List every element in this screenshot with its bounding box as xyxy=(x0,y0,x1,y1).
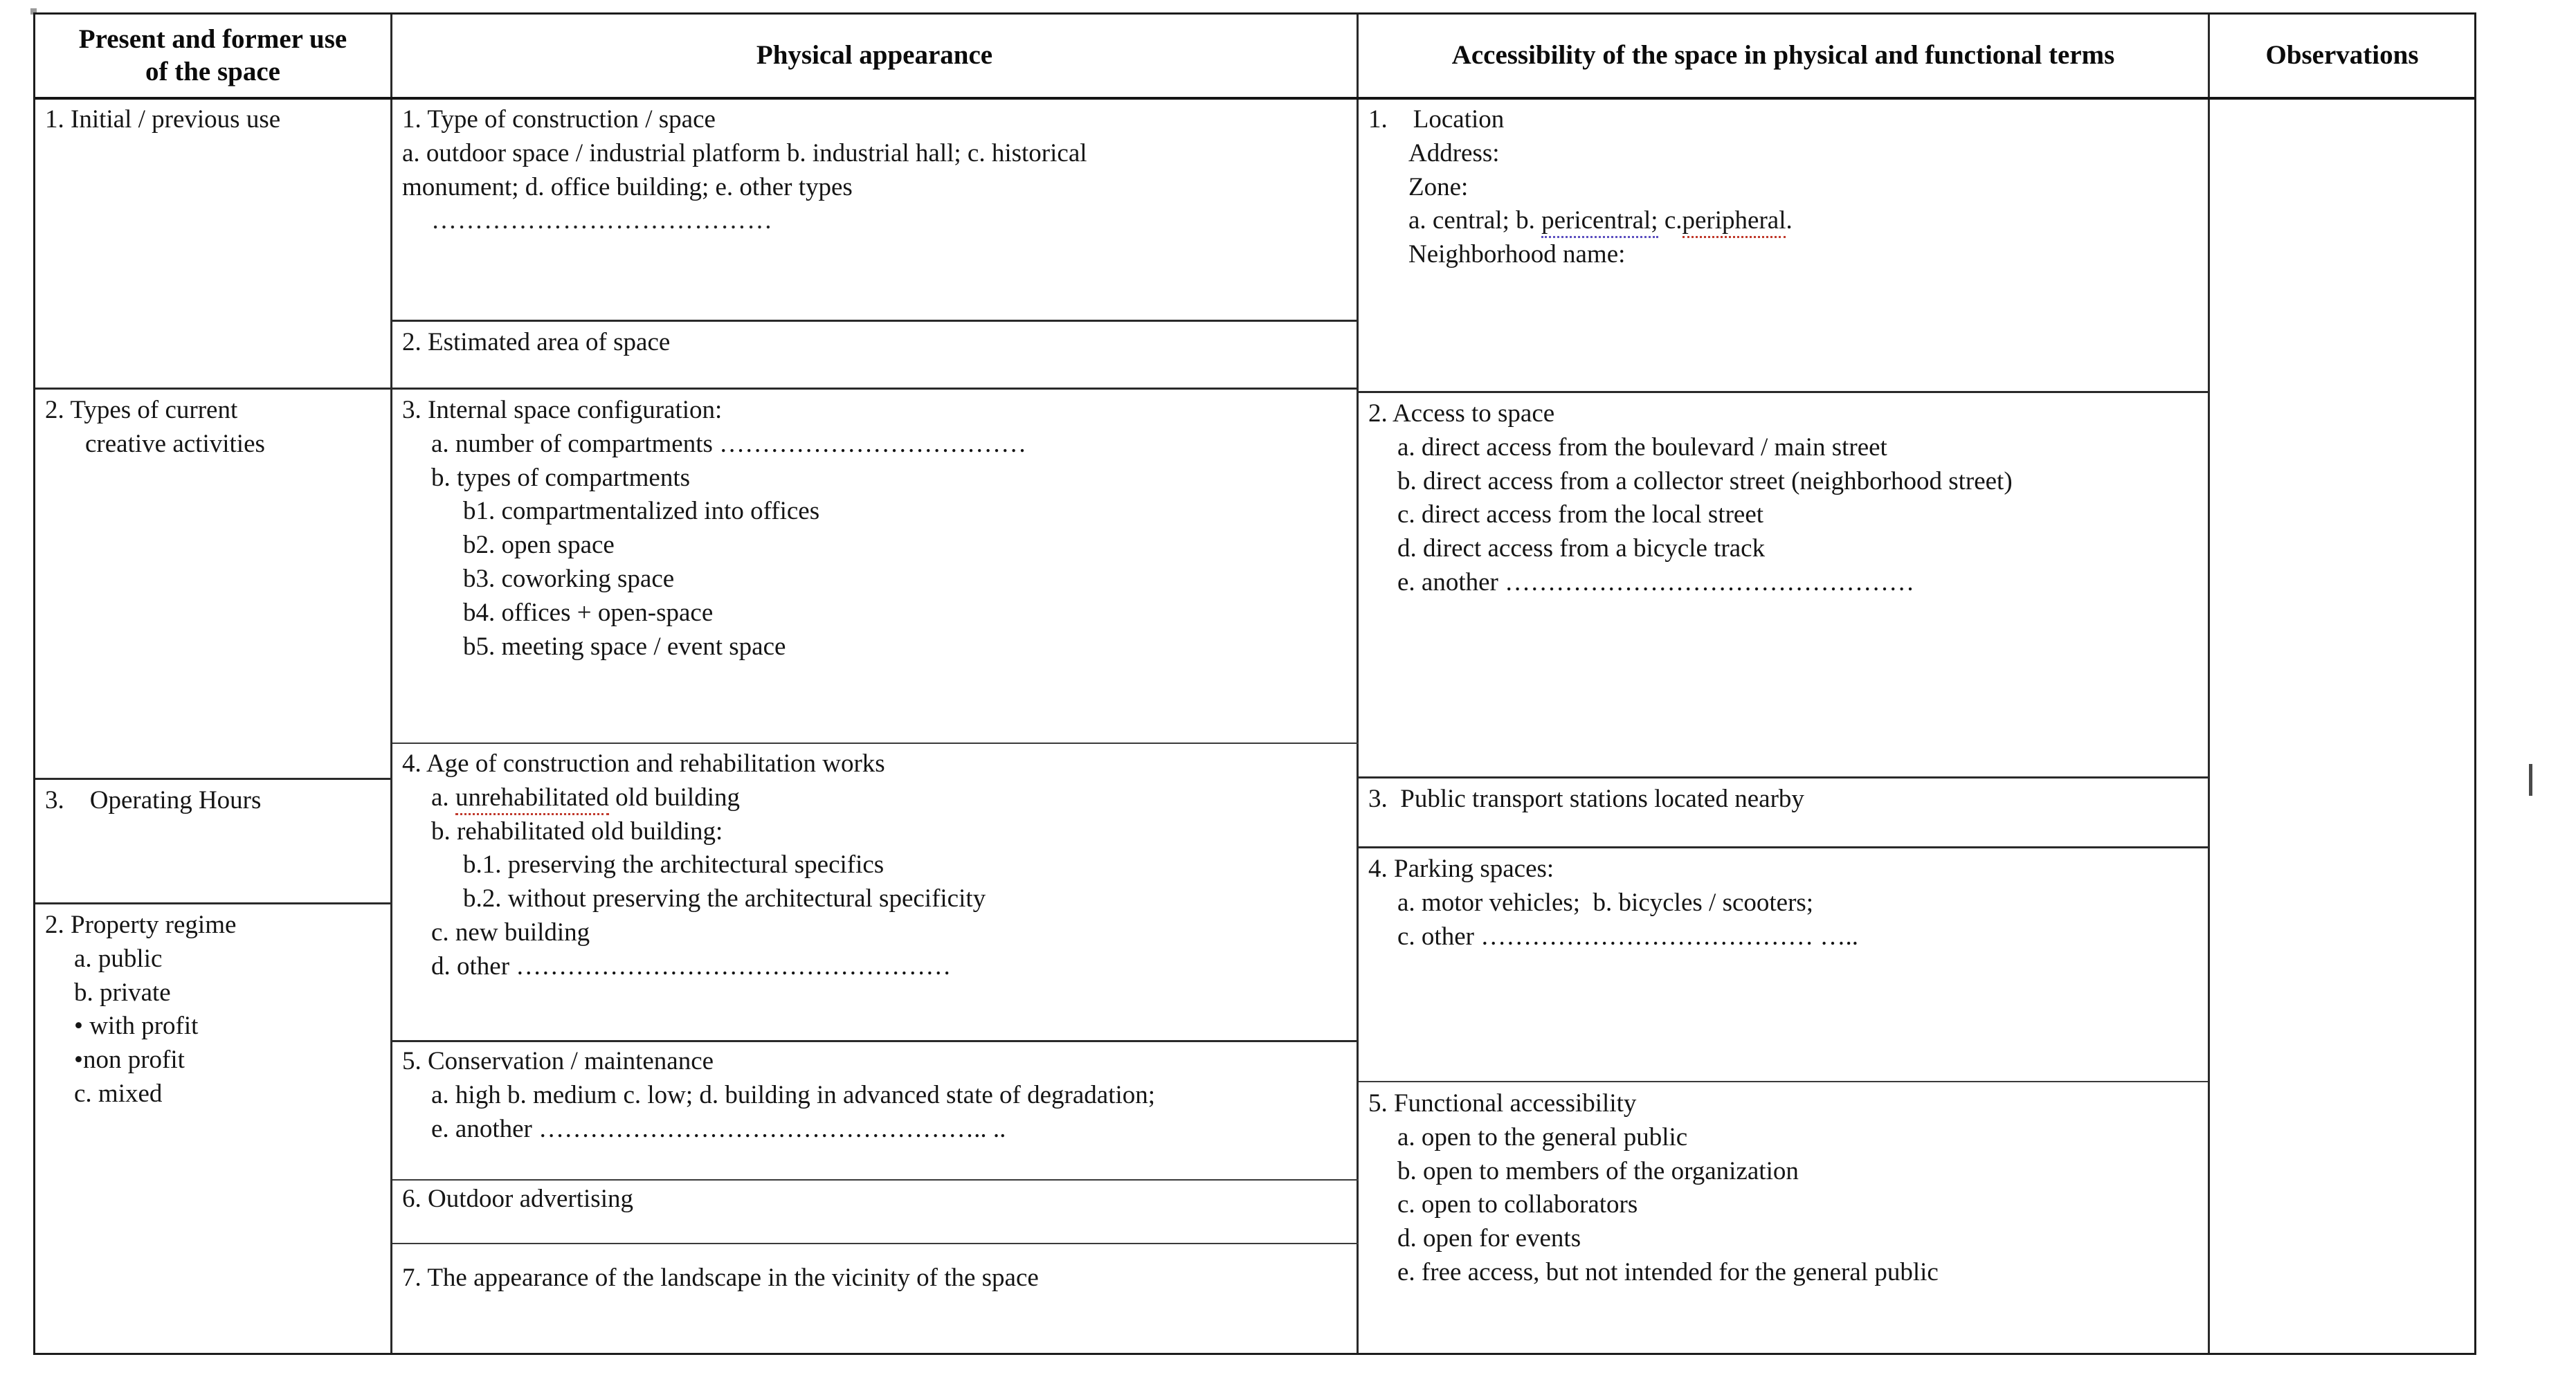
c2-r3-line5: b2. open space xyxy=(463,531,615,560)
c3-r5-line2: a. open to the general public xyxy=(1397,1122,1688,1151)
cell-c2-conservation-maintenance xyxy=(392,1042,1357,1179)
c3-r5-line4: c. open to collaborators xyxy=(1397,1190,1638,1219)
cell-c2-age-of-construction xyxy=(392,745,1357,1040)
cell-c2-estimated-area xyxy=(392,322,1357,388)
c3-r1-line5: Neighborhood name: xyxy=(1408,240,1626,269)
row-rule-c3-4 xyxy=(1359,1081,2208,1082)
c2-r4-misspelled-word: unrehabilitated xyxy=(455,783,609,815)
c3-r1-line2: Address: xyxy=(1408,138,1500,167)
c3-r2-line4: c. direct access from the local street xyxy=(1397,500,1764,529)
c3-r1-line4 xyxy=(1368,204,2198,238)
c3-r2-line3: b. direct access from a collector street (neighborhood street) xyxy=(1397,466,2013,495)
c3-r5-line3: b. open to members of the organization xyxy=(1397,1156,1799,1185)
c2-r3-line4: b1. compartmentalized into offices xyxy=(463,497,820,526)
c3-r2-line2: a. direct access from the boulevard / main street xyxy=(1397,432,1887,462)
c1-r4-line5: •non profit xyxy=(74,1046,185,1075)
header-col1-line1: Present and former use xyxy=(78,24,347,54)
header-cell-physical-appearance xyxy=(392,15,1357,97)
c2-r4-line2 xyxy=(402,781,1347,815)
c2-r6-line1: 6. Outdoor advertising xyxy=(402,1185,633,1213)
c3-r4-line2: a. motor vehicles; b. bicycles / scooters; xyxy=(1397,888,1814,917)
cell-c1-operating-hours xyxy=(35,780,390,902)
c2-r1-line1: 1. Type of construction / space xyxy=(402,105,716,134)
c1-r1-line1: 1. Initial / previous use xyxy=(45,105,281,134)
cell-c2-outdoor-advertising xyxy=(392,1181,1357,1243)
c1-r4-line1: 2. Property regime xyxy=(45,911,237,939)
c2-r4-line3: b. rehabilitated old building: xyxy=(431,817,723,846)
header-col1-line2: of the space xyxy=(145,56,280,86)
c3-r1-line3: Zone: xyxy=(1408,172,1469,201)
c2-r4-line2-suffix: old building xyxy=(608,783,740,812)
c3-r4-line1: 4. Parking spaces: xyxy=(1368,855,1554,883)
cell-c3-parking-spaces xyxy=(1359,848,2208,1081)
c3-r5-line5: d. open for events xyxy=(1397,1224,1581,1253)
c1-r2-line1: 2. Types of current xyxy=(45,396,238,424)
c1-r4-line6: c. mixed xyxy=(74,1080,163,1109)
header-col4-label: Observations xyxy=(2265,40,2419,71)
header-col3-label: Accessibility of the space in physical and functional terms xyxy=(1451,40,2115,71)
c2-r1-line3: monument; d. office building; e. other types xyxy=(402,172,853,201)
cell-c1-property-regime xyxy=(35,904,390,1353)
c2-r1-line2: a. outdoor space / industrial platform b. industrial hall; c. historical xyxy=(402,138,1087,167)
c2-r3-line7: b4. offices + open-space xyxy=(463,598,714,627)
c3-r2-line1: 2. Access to space xyxy=(1368,399,1555,428)
c2-r4-line5: b.2. without preserving the architectural specificity xyxy=(463,884,986,913)
c3-r3-line1: 3. Public transport stations located nearby xyxy=(1368,785,1804,813)
header-col2-label: Physical appearance xyxy=(756,40,993,71)
c3-r1-zone-suffix: . xyxy=(1786,206,1793,235)
cell-c1-initial-previous-use xyxy=(35,99,390,388)
c2-r4-line4: b.1. preserving the architectural specifics xyxy=(463,850,885,880)
c2-r3-line3: b. types of compartments xyxy=(431,463,691,492)
c3-r1-line1: 1. Location xyxy=(1368,105,1505,134)
row-rule-c2-3 xyxy=(392,743,1359,744)
c3-r1-zone-mid: c. xyxy=(1658,206,1682,235)
c3-r2-line6: e. another ………………………………………… xyxy=(1397,568,1915,597)
cell-c2-landscape-appearance xyxy=(392,1245,1357,1353)
c2-r3-line8: b5. meeting space / event space xyxy=(463,632,786,661)
c1-r2-line2: creative activities xyxy=(85,429,265,458)
header-cell-accessibility xyxy=(1359,15,2208,97)
cell-c3-public-transport xyxy=(1359,778,2208,846)
c2-r3-line1: 3. Internal space configuration: xyxy=(402,396,723,424)
header-cell-present-former-use xyxy=(35,15,390,97)
c1-r4-line4: • with profit xyxy=(74,1012,199,1041)
header-cell-observations xyxy=(2210,15,2474,97)
c3-r1-zone-prefix: a. central; b. xyxy=(1408,206,1542,235)
c1-r4-line2: a. public xyxy=(74,944,163,973)
cell-c1-types-creative-activities xyxy=(35,390,390,778)
c2-r4-line2-prefix: a. xyxy=(431,783,455,812)
c2-r5-line1: 5. Conservation / maintenance xyxy=(402,1047,714,1075)
c3-r5-line6: e. free access, but not intended for the general public xyxy=(1397,1258,1939,1287)
page-edge-tick-mark xyxy=(2529,764,2532,796)
cell-c4-observations-body xyxy=(2210,99,2474,1353)
assessment-table xyxy=(33,12,2476,1355)
row-rule-c2-5 xyxy=(392,1179,1359,1181)
c2-r5-line2: a. high b. medium c. low; d. building in advanced state of degradation; xyxy=(431,1080,1156,1109)
c2-r7-line1: 7. The appearance of the landscape in the vicinity of the space xyxy=(402,1264,1039,1292)
cell-c3-functional-accessibility xyxy=(1359,1083,2208,1353)
cell-c3-access-to-space xyxy=(1359,393,2208,776)
c2-r4-line7: d. other …………………………………………… xyxy=(431,951,952,981)
c2-r4-line1: 4. Age of construction and rehabilitation works xyxy=(402,749,885,778)
c2-r4-line6: c. new building xyxy=(431,918,590,947)
cell-c2-internal-space-configuration xyxy=(392,390,1357,743)
c3-r4-line3: c. other ………………………………… ….. xyxy=(1397,922,1858,951)
c1-r4-line3: b. private xyxy=(74,978,171,1007)
c2-r3-line6: b3. coworking space xyxy=(463,565,675,594)
cell-c3-location xyxy=(1359,99,2208,391)
c3-r1-misspelled-pericentral: pericentral; xyxy=(1541,206,1658,238)
c3-r1-misspelled-peripheral: peripheral xyxy=(1682,206,1786,238)
c3-r2-line5: d. direct access from a bicycle track xyxy=(1397,534,1766,563)
cell-c2-type-of-construction xyxy=(392,99,1357,320)
c1-r3-line1: 3. Operating Hours xyxy=(45,786,262,814)
c3-r5-line1: 5. Functional accessibility xyxy=(1368,1089,1637,1118)
c2-r5-line3: e. another …………………………………………….. .. xyxy=(431,1114,1006,1143)
c2-r3-line2: a. number of compartments ……………………………… xyxy=(431,429,1027,458)
row-rule-c2-6 xyxy=(392,1243,1359,1244)
c2-r1-leader-dots: ………………………………… xyxy=(431,206,773,235)
c2-r2-line1: 2. Estimated area of space xyxy=(402,328,671,356)
